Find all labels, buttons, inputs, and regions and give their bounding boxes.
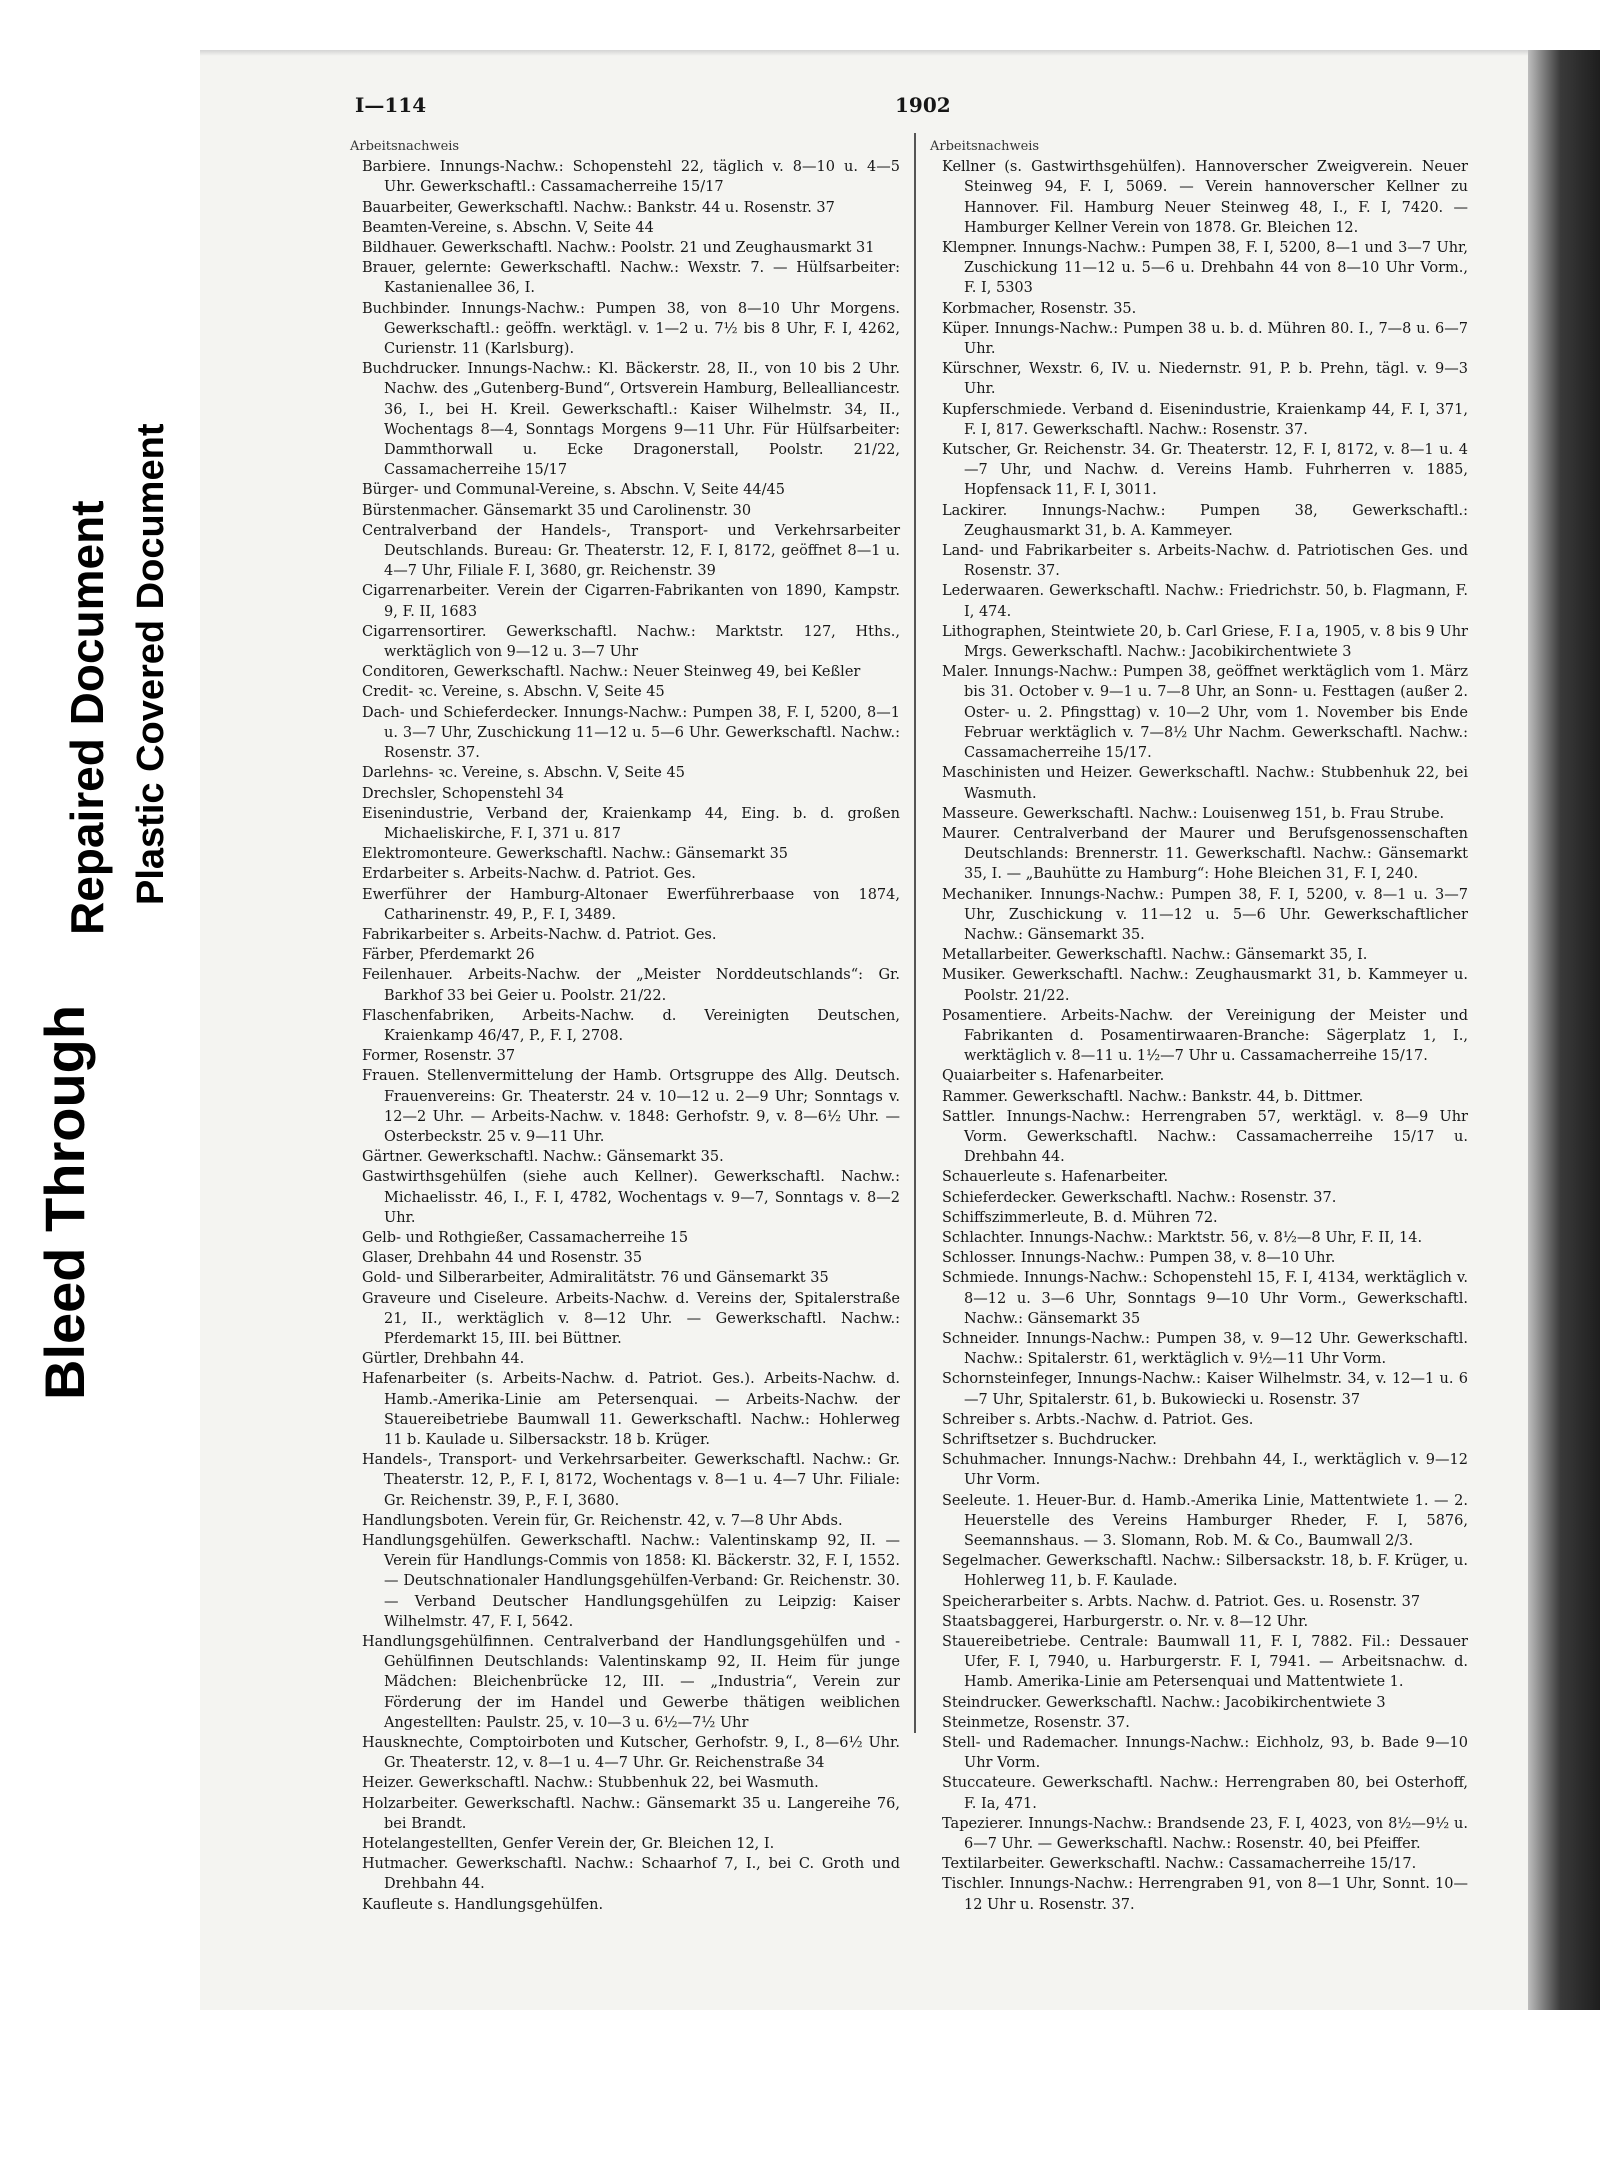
directory-entry: Schiffszimmerleute, B. d. Mühren 72. [942,1209,1218,1226]
directory-entry: Steinmetze, Rosenstr. 37. [942,1714,1130,1731]
label-plastic-covered-document: Plastic Covered Document [130,423,172,905]
directory-entry: Schornsteinfeger, Innungs-Nachw.: Kaiser Wilhelmstr. 34, v. 12—1 u. 6—7 Uhr, Spitalerstr. 61, b. Bukowiecki u. Rosenstr. 37 [942,1371,1468,1408]
directory-entry: Hotelangestellten, Genfer Verein der, Gr. Bleichen 12, I. [362,1836,775,1853]
directory-entry: Barbiere. Innungs-Nachw.: Schopenstehl 22, täglich v. 8—10 u. 4—5 Uhr. Gewerkschaftl.: Cassamacherreihe 15/17 [362,159,900,196]
directory-entry: Bauarbeiter, Gewerkschaftl. Nachw.: Bankstr. 44 u. Rosenstr. 37 [362,199,835,216]
directory-entry: Erdarbeiter s. Arbeits-Nachw. d. Patriot. Ges. [362,866,696,883]
directory-entry: Bildhauer. Gewerkschaftl. Nachw.: Poolstr. 21 und Zeughausmarkt 31 [362,240,875,257]
directory-entry: Elektromonteure. Gewerkschaftl. Nachw.: Gänsemarkt 35 [362,846,789,863]
directory-entry: Feilenhauer. Arbeits-Nachw. der „Meister Norddeutschlands“: Gr. Barkhof 33 bei Geier u. Poolstr. 21/22. [362,967,900,1004]
scan-top-shadow [200,50,1600,56]
directory-entry: Klempner. Innungs-Nachw.: Pumpen 38, F. I, 5200, 8—1 und 3—7 Uhr, Zuschickung 11—12 u. 5—6 u. Drehbahn 44 von 8—10 Uhr Vorm., F. I, 5303 [942,240,1468,297]
directory-entry: Flaschenfabriken, Arbeits-Nachw. d. Vereinigten Deutschen, Kraienkamp 46/47, P., F. I, 2708. [362,1007,900,1044]
directory-entry: Brauer, gelernte: Gewerkschaftl. Nachw.: Wexstr. 7. — Hülfsarbeiter: Kastanienallee 36, I. [362,260,900,297]
directory-entry: Speicherarbeiter s. Arbts. Nachw. d. Patriot. Ges. u. Rosenstr. 37 [942,1593,1421,1610]
directory-entry: Kutscher, Gr. Reichenstr. 34. Gr. Theaterstr. 12, F. I, 8172, v. 8—1 u. 4—7 Uhr, und Nachw. d. Vereins Hamb. Fuhrherren v. 1885, Hopfensack 11, F. I, 3011. [942,442,1468,499]
directory-entry: Buchdrucker. Innungs-Nachw.: Kl. Bäckerstr. 28, II., von 10 bis 2 Uhr. Nachw. des „Gutenberg-Bund“, Ortsverein Hamburg, Bellealliancestr. 36, I., bei H. Kreil. Gewerkschaftl.: Kaiser Wilhelmstr. 34, II., Wochentags 8—4, Sonntags Morgens 9—11 Uhr. Für Hülfsarbeiter: Dammthorwall u. Ecke Dragonerstall, Poolstr. 21/22, Cassamacherreihe 15/17 [362,361,900,479]
directory-entry: Handlungsgehülfen. Gewerkschaftl. Nachw.: Valentinskamp 92, II. — Verein für Handlungs-Commis von 1858: Kl. Bäckerstr. 32, F. I, 1552. — Deutschnationaler Handlungsgehülfen-Verband: Gr. Reichenstr. 30. — Verband Deutscher Handlungsgehülfen zu Leipzig: Kaiser Wilhelmstr. 47, F. I, 5642. [362,1533,900,1630]
directory-entry: Seeleute. 1. Heuer-Bur. d. Hamb.-Amerika Linie, Mattentwiete 1. — 2. Heuerstelle des Vereins Hamburger Rheder, F. I, 5876, Seemannshaus. — 3. Slomann, Rob. M. & Co., Baumwall 2/3. [942,1492,1468,1550]
directory-entry: Centralverband der Handels-, Transport- und Verkehrsarbeiter Deutschlands. Bureau: Gr. Theaterstr. 12, F. I, 8172, geöffnet 8—1 u. 4—7 Uhr, Filiale F. I, 3680, gr. Reichenstr. 39 [362,522,900,580]
directory-entry: Frauen. Stellenvermittelung der Hamb. Ortsgruppe des Allg. Deutsch. Frauenvereins: Gr. Theaterstr. 24 v. 10—12 u. 2—9 Uhr; Sonntags v. 12—2 Uhr. — Arbeits-Nachw. v. 1848: Gerhofstr. 9, v. 8—6½ Uhr. — Osterbeckstr. 25 v. 9—11 Uhr. [362,1068,900,1145]
left-entry-list [350,157,900,1915]
column-divider [914,133,916,1733]
directory-entry: Ewerführer der Hamburg-Altonaer Ewerführerbaase von 1874, Catharinenstr. 49, P., F. I, 3489. [362,886,900,923]
directory-entry: Schreiber s. Arbts.-Nachw. d. Patriot. Ges. [942,1411,1254,1428]
directory-entry: Steindrucker. Gewerkschaftl. Nachw.: Jacobikirchentwiete 3 [942,1694,1386,1711]
directory-entry: Gelb- und Rothgießer, Cassamacherreihe 15 [362,1229,689,1246]
directory-entry: Schmiede. Innungs-Nachw.: Schopenstehl 15, F. I, 4134, werktäglich v. 8—12 u. 3—6 Uhr, Sonntags 9—10 Uhr Vorm., Gewerkschaftl. Nachw.: Gänsemarkt 35 [942,1270,1468,1327]
directory-entry: Schieferdecker. Gewerkschaftl. Nachw.: Rosenstr. 37. [942,1189,1337,1206]
directory-entry: Küper. Innungs-Nachw.: Pumpen 38 u. b. d. Mühren 80. I., 7—8 u. 6—7 Uhr. [942,320,1468,358]
directory-entry: Graveure und Ciseleure. Arbeits-Nachw. d. Vereins der, Spitalerstraße 21, II., werktäglich v. 8—12 Uhr. — Gewerkschaftl. Nachw.: Pferdemarkt 15, III. bei Büttner. [362,1290,900,1347]
side-labels [0,0,200,2177]
directory-entry: Darlehns- ꝛc. Vereine, s. Abschn. V, Seite 45 [362,765,685,782]
directory-entry: Dach- und Schieferdecker. Innungs-Nachw.: Pumpen 38, F. I, 5200, 8—1 u. 3—7 Uhr, Zuschickung 11—12 u. 5—6 Uhr. Gewerkschaftl. Nachw.: Rosenstr. 37. [362,704,900,762]
directory-entry: Schauerleute s. Hafenarbeiter. [942,1169,1169,1186]
directory-entry: Maschinisten und Heizer. Gewerkschaftl. Nachw.: Stubbenhuk 22, bei Wasmuth. [942,765,1468,802]
directory-entry: Gastwirthsgehülfen (siehe auch Kellner). Gewerkschaftl. Nachw.: Michaelisstr. 46, I., F. I, 4782, Wochentags v. 9—7, Sonntags v. 8—2 Uhr. [362,1169,900,1226]
right-column [930,137,1468,1915]
directory-entry: Mechaniker. Innungs-Nachw.: Pumpen 38, F. I, 5200, v. 8—1 u. 3—7 Uhr, Zuschickung v. 11—12 u. 5—6 Uhr. Gewerkschaftlicher Nachw.: Gänsemarkt 35. [942,886,1468,943]
directory-entry: Former, Rosenstr. 37 [362,1048,516,1065]
directory-entry: Tapezierer. Innungs-Nachw.: Brandsende 23, F. I, 4023, von 8½—9½ u. 6—7 Uhr. — Gewerkschaftl. Nachw.: Rosenstr. 40, bei Pfeiffer. [942,1815,1468,1853]
directory-entry: Färber, Pferdemarkt 26 [362,947,535,964]
directory-entry: Schlosser. Innungs-Nachw.: Pumpen 38, v. 8—10 Uhr. [942,1250,1336,1267]
directory-entry: Schriftsetzer s. Buchdrucker. [942,1432,1157,1448]
page-year: 1902 [895,93,951,117]
directory-entry: Eisenindustrie, Verband der, Kraienkamp 44, Eing. b. d. großen Michaeliskirche, F. I, 371 u. 817 [362,805,900,842]
directory-entry: Fabrikarbeiter s. Arbeits-Nachw. d. Patriot. Ges. [362,926,717,943]
directory-entry: Drechsler, Schopenstehl 34 [362,785,565,802]
left-column [350,137,900,1915]
directory-entry: Cigarrenarbeiter. Verein der Cigarren-Fabrikanten von 1890, Kampstr. 9, F. II, 1683 [362,583,900,620]
directory-entry: Posamentiere. Arbeits-Nachw. der Vereinigung der Meister und Fabrikanten d. Posamentirwaaren-Branche: Sägerplatz 1, I., werktäglich v. 8—11 u. 1½—7 Uhr u. Cassamacherreihe 15/17. [942,1007,1468,1065]
label-repaired-document: Repaired Document [61,500,113,935]
directory-entry: Handlungsboten. Verein für, Gr. Reichenstr. 42, v. 7—8 Uhr Abds. [362,1512,843,1529]
directory-entry: Maurer. Centralverband der Maurer und Berufsgenossenschaften Deutschlands: Brennerstr. 11. Gewerkschaftl. Nachw.: Gänsemarkt 35, I. — „Bauhütte zu Hamburg“: Hohe Bleichen 31, F. I, 240. [942,825,1468,883]
left-section-heading: Arbeitsnachweis [350,139,460,154]
directory-entry: Kupferschmiede. Verband d. Eisenindustrie, Kraienkamp 44, F. I, 371, F. I, 817. Gewerkschaftl. Nachw.: Rosenstr. 37. [942,401,1468,438]
directory-entry: Stauereibetriebe. Centrale: Baumwall 11, F. I, 7882. Fil.: Dessauer Ufer, F. I, 7940, u. Harburgerstr. F. I, 7941. — Arbeitsnachw. d. Hamb. Amerika-Linie am Petersenquai und Mattentwiete 1. [942,1634,1468,1691]
right-entry-list [930,157,1468,1915]
directory-entry: Sattler. Innungs-Nachw.: Herrengraben 57, werktägl. v. 8—9 Uhr Vorm. Gewerkschaftl. Nachw.: Cassamacherreihe 15/17 u. Drehbahn 44. [942,1108,1468,1166]
directory-entry: Schlachter. Innungs-Nachw.: Marktstr. 56, v. 8½—8 Uhr, F. II, 14. [942,1229,1423,1246]
directory-entry: Hutmacher. Gewerkschaftl. Nachw.: Schaarhof 7, I., bei C. Groth und Drehbahn 44. [362,1856,900,1893]
directory-entry: Credit- ꝛc. Vereine, s. Abschn. V, Seite 45 [362,684,665,701]
scanned-page [200,50,1600,2010]
directory-entry: Masseure. Gewerkschaftl. Nachw.: Louisenweg 151, b. Frau Strube. [942,805,1445,822]
directory-entry: Handlungsgehülfinnen. Centralverband der Handlungsgehülfen und -Gehülfinnen Deutschlands: Valentinskamp 92, II. Heim für junge Mädchen: Bleichenbrücke 12, III. — „Industria“, Verein zur Förderung der im Handel und Gewerbe thätigen weiblichen Angestellten: Paulstr. 25, v. 10—3 u. 6½—7½ Uhr [362,1634,900,1731]
directory-entry: Buchbinder. Innungs-Nachw.: Pumpen 38, von 8—10 Uhr Morgens. Gewerkschaftl.: geöffn. werktägl. v. 1—2 u. 7½ bis 8 Uhr, F. I, 4262, Curienstr. 11 (Karlsburg). [362,300,900,358]
directory-entry: Holzarbeiter. Gewerkschaftl. Nachw.: Gänsemarkt 35 u. Langereihe 76, bei Brandt. [362,1795,900,1832]
directory-entry: Kürschner, Wexstr. 6, IV. u. Niedernstr. 91, P. b. Prehn, tägl. v. 9—3 Uhr. [942,361,1468,398]
directory-entry: Segelmacher. Gewerkschaftl. Nachw.: Silbersackstr. 18, b. F. Krüger, u. Hohlerweg 11, b. F. Kaulade. [942,1553,1468,1590]
directory-entry: Gold- und Silberarbeiter, Admiralitätstr. 76 und Gänsemarkt 35 [362,1270,829,1287]
directory-entry: Tischler. Innungs-Nachw.: Herrengraben 91, von 8—1 Uhr, Sonnt. 10—12 Uhr u. Rosenstr. 37. [942,1876,1468,1913]
directory-entry: Schneider. Innungs-Nachw.: Pumpen 38, v. 9—12 Uhr. Gewerkschaftl. Nachw.: Spitalerstr. 61, werktäglich v. 9½—11 Uhr Vorm. [942,1330,1468,1368]
directory-entry: Cigarrensortirer. Gewerkschaftl. Nachw.: Marktstr. 127, Hths., werktäglich von 9—12 u. 3—7 Uhr [362,623,900,661]
directory-entry: Lithographen, Steintwiete 20, b. Carl Griese, F. I a, 1905, v. 8 bis 9 Uhr Mrgs. Gewerkschaftl. Nachw.: Jacobikirchentwiete 3 [942,623,1468,661]
right-section-heading: Arbeitsnachweis [930,139,1040,154]
directory-entry: Beamten-Vereine, s. Abschn. V, Seite 44 [362,219,654,236]
directory-entry: Conditoren, Gewerkschaftl. Nachw.: Neuer Steinweg 49, bei Keßler [362,664,861,681]
label-bleed-through: Bleed Through [33,1004,96,1400]
directory-entry: Quaiarbeiter s. Hafenarbeiter. [942,1068,1165,1085]
directory-entry: Land- und Fabrikarbeiter s. Arbeits-Nachw. d. Patriotischen Ges. und Rosenstr. 37. [942,543,1468,580]
directory-entry: Korbmacher, Rosenstr. 35. [942,300,1137,317]
directory-entry: Bürstenmacher. Gänsemarkt 35 und Carolinenstr. 30 [362,502,752,519]
directory-entry: Gärtner. Gewerkschaftl. Nachw.: Gänsemarkt 35. [362,1149,724,1166]
scan-binding-edge [1528,50,1600,2010]
directory-page [350,95,1470,1985]
directory-entry: Lackirer. Innungs-Nachw.: Pumpen 38, Gewerkschaftl.: Zeughausmarkt 31, b. A. Kammeyer. [942,502,1468,539]
page-header [350,95,1470,123]
directory-entry: Glaser, Drehbahn 44 und Rosenstr. 35 [362,1250,643,1267]
directory-entry: Heizer. Gewerkschaftl. Nachw.: Stubbenhuk 22, bei Wasmuth. [362,1775,819,1792]
directory-entry: Lederwaaren. Gewerkschaftl. Nachw.: Friedrichstr. 50, b. Flagmann, F. I, 474. [942,583,1468,620]
directory-entry: Gürtler, Drehbahn 44. [362,1351,525,1368]
directory-entry: Bürger- und Communal-Vereine, s. Abschn. V, Seite 44/45 [362,482,785,499]
directory-entry: Maler. Innungs-Nachw.: Pumpen 38, geöffnet werktäglich vom 1. März bis 31. October v. 9—1 u. 7—8 Uhr, an Sonn- u. Festtagen (außer 2. Oster- u. 2. Pfingsttag) v. 10—2 Uhr, vom 1. November bis Ende Februar werktäglich v. 7—8½ Uhr Nachm. Gewerkschaftl. Nachw.: Cassamacherreihe 15/17. [942,664,1468,762]
directory-entry: Hausknechte, Comptoirboten und Kutscher, Gerhofstr. 9, I., 8—6½ Uhr. Gr. Theaterstr. 12, v. 8—1 u. 4—7 Uhr. Gr. Reichenstraße 34 [362,1735,900,1772]
directory-entry: Kaufleute s. Handlungsgehülfen. [362,1896,604,1913]
directory-entry: Stell- und Rademacher. Innungs-Nachw.: Eichholz, 93, b. Bade 9—10 Uhr Vorm. [942,1735,1468,1772]
directory-entry: Stuccateure. Gewerkschaftl. Nachw.: Herrengraben 80, bei Osterhoff, F. Ia, 471. [942,1775,1468,1812]
directory-entry: Metallarbeiter. Gewerkschaftl. Nachw.: Gänsemarkt 35, I. [942,947,1368,964]
directory-entry: Musiker. Gewerkschaftl. Nachw.: Zeughausmarkt 31, b. Kammeyer u. Poolstr. 21/22. [942,967,1468,1004]
directory-entry: Handels-, Transport- und Verkehrsarbeiter. Gewerkschaftl. Nachw.: Gr. Theaterstr. 12, P., F. I, 8172, Wochentags v. 8—1 u. 4—7 Uhr. Filiale: Gr. Reichenstr. 39, P., F. I, 3680. [362,1452,900,1509]
directory-entry: Staatsbaggerei, Harburgerstr. o. Nr. v. 8—12 Uhr. [942,1613,1309,1630]
directory-entry: Textilarbeiter. Gewerkschaftl. Nachw.: Cassamacherreihe 15/17. [942,1856,1417,1873]
directory-entry: Schuhmacher. Innungs-Nachw.: Drehbahn 44, I., werktäglich v. 9—12 Uhr Vorm. [942,1452,1468,1489]
directory-entry: Rammer. Gewerkschaftl. Nachw.: Bankstr. 44, b. Dittmer. [942,1088,1364,1105]
page-number: I—114 [355,93,427,117]
directory-entry: Hafenarbeiter (s. Arbeits-Nachw. d. Patriot. Ges.). Arbeits-Nachw. d. Hamb.-Amerika-Linie am Petersenquai. — Arbeits-Nachw. der Stauereibetriebe Baumwall 11. Gewerkschaftl. Nachw.: Hohlerweg 11 b. Kaulade u. Silbersackstr. 18 b. Krüger. [362,1371,900,1448]
directory-entry: Kellner (s. Gastwirthsgehülfen). Hannoverscher Zweigverein. Neuer Steinweg 94, F. I, 5069. — Verein hannoverscher Kellner zu Hannover. Fil. Hamburg Neuer Steinweg 48, I., F. I, 7420. — Hamburger Kellner Verein von 1878. Gr. Bleichen 12. [942,159,1468,236]
